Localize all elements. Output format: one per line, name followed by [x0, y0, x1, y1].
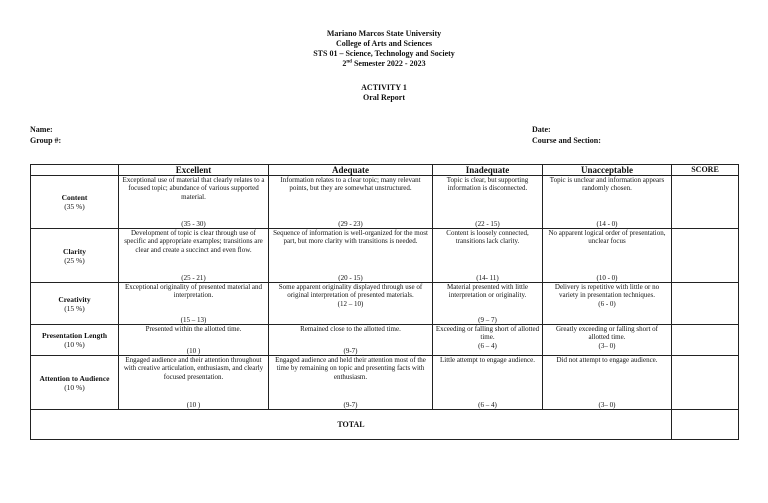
rubric-total-row	[31, 410, 739, 440]
rating-description: Engaged audience and their attention throughout with creative articulation, enthusiasm, and clearly focused presentation.	[123, 356, 264, 381]
score-cell[interactable]	[672, 229, 739, 283]
criterion-weight: (10 %)	[64, 340, 85, 349]
rubric-row-content	[31, 176, 739, 229]
rating-cell	[543, 356, 672, 410]
total-label: TOTAL	[31, 410, 672, 440]
total-score-cell[interactable]	[672, 410, 739, 440]
rating-cell	[119, 229, 269, 283]
semester-number: 2	[342, 59, 347, 68]
rating-description: Engaged audience and held their attention most of the time by remaining on topic and presenting facts with enthusiasm.	[275, 356, 426, 381]
rating-description: Remained close to the allotted time.	[300, 325, 401, 333]
point-range: (29 - 23)	[338, 220, 363, 228]
date-label: Date:	[532, 125, 551, 134]
rating-cell	[543, 229, 672, 283]
rating-description: Content is loosely connected, transitions lack clarity.	[446, 229, 529, 246]
rating-description: Development of topic is clear through use of specific and appropriate examples; transitions are clear and create a succinct and even flow.	[124, 229, 263, 254]
score-cell[interactable]	[672, 283, 739, 325]
rubric-row-clarity	[31, 229, 739, 283]
activity-title: ACTIVITY 1	[361, 83, 407, 92]
column-header-score: SCORE	[672, 165, 739, 176]
point-range: (6 – 4)	[478, 341, 497, 350]
criterion-name: Creativity	[58, 294, 91, 304]
name-label: Name:	[30, 125, 53, 134]
rating-description: Exceptional originality of presented material and interpretation.	[124, 283, 263, 300]
rating-cell	[269, 283, 433, 325]
rating-description: Information relates to a clear topic; many relevant points, but they are somewhat unstructured.	[280, 176, 421, 193]
point-range: (10 )	[186, 401, 201, 409]
class-info	[532, 124, 601, 146]
college-name: College of Arts and Sciences	[336, 39, 432, 48]
score-cell[interactable]	[672, 356, 739, 410]
rubric-row-creativity	[31, 283, 739, 325]
rating-description: Delivery is repetitive with little or no variety in presentation techniques.	[554, 283, 660, 300]
column-header-unacceptable: Unacceptable	[543, 165, 672, 176]
rating-cell	[119, 356, 269, 410]
point-range: (9-7)	[343, 347, 358, 355]
point-range: (14 - 0)	[596, 220, 618, 228]
criterion-name: Presentation Length	[41, 331, 108, 340]
rating-cell	[543, 325, 672, 356]
rating-cell	[119, 325, 269, 356]
activity-heading	[0, 83, 768, 103]
student-info	[30, 124, 61, 146]
score-cell[interactable]	[672, 176, 739, 229]
rating-cell	[433, 325, 543, 356]
criterion-cell	[31, 356, 119, 410]
rating-description: Topic is clear, but supporting information is disconnected.	[446, 176, 529, 193]
rating-cell	[269, 176, 433, 229]
column-header-excellent: Excellent	[119, 165, 269, 176]
point-range: (6 - 0)	[598, 299, 616, 308]
criterion-weight: (15 %)	[64, 303, 85, 313]
point-range: (14- 11)	[476, 274, 499, 282]
corner-cell	[31, 165, 119, 176]
point-range: (9-7)	[343, 401, 358, 409]
rating-cell	[119, 176, 269, 229]
column-header-adequate: Adequate	[269, 165, 433, 176]
rating-description: Presented within the allotted time.	[145, 325, 242, 333]
rating-description: No apparent logical order of presentation, unclear focus	[548, 229, 666, 246]
group-label: Group #:	[30, 136, 62, 145]
point-range: (25 - 21)	[181, 274, 206, 282]
rating-description: Some apparent originality displayed through use of original interpretation of presented materials.	[278, 283, 423, 300]
course-name: STS 01 – Science, Technology and Society	[313, 49, 455, 58]
point-range: (20 - 15)	[338, 274, 363, 282]
point-range: (15 – 13)	[180, 316, 207, 324]
document-header	[0, 29, 768, 69]
semester	[0, 59, 768, 69]
rating-description: Sequence of information is well-organized for the most part, but more clarity with transitions is needed.	[273, 229, 428, 246]
criterion-weight: (35 %)	[64, 202, 85, 211]
criterion-weight: (25 %)	[64, 255, 85, 265]
rating-description: Exceptional use of material that clearly relates to a focused topic; abundance of various supported material.	[122, 176, 265, 201]
point-range: (22 - 15)	[475, 220, 500, 228]
rating-cell	[433, 229, 543, 283]
criterion-name: Clarity	[63, 246, 86, 256]
criterion-name: Content	[61, 193, 88, 202]
criterion-cell	[31, 176, 119, 229]
column-header-inadequate: Inadequate	[433, 165, 543, 176]
rating-description: Greatly exceeding or falling short of allotted time.	[555, 325, 659, 342]
criterion-cell	[31, 229, 119, 283]
rating-description: Topic is unclear and information appears randomly chosen.	[549, 176, 665, 193]
rating-cell	[543, 283, 672, 325]
point-range: (6 – 4)	[478, 401, 497, 409]
point-range: (10 )	[186, 347, 201, 355]
point-range: (3– 0)	[598, 341, 616, 350]
rubric-table	[30, 164, 739, 440]
rating-description: Material presented with little interpretation or originality.	[446, 283, 529, 300]
activity-subtitle: Oral Report	[363, 93, 405, 102]
point-range: (12 – 10)	[337, 299, 364, 308]
criterion-weight: (10 %)	[64, 382, 85, 392]
rating-cell	[433, 283, 543, 325]
rubric-row-attention-to-audience	[31, 356, 739, 410]
criterion-cell	[31, 283, 119, 325]
rating-cell	[269, 229, 433, 283]
point-range: (10 - 0)	[596, 274, 618, 282]
criterion-cell	[31, 325, 119, 356]
criterion-name: Attention to Audience	[39, 373, 110, 383]
point-range: (9 – 7)	[478, 316, 497, 324]
rating-description: Did not attempt to engage audience.	[556, 356, 658, 364]
rating-cell	[433, 356, 543, 410]
score-cell[interactable]	[672, 325, 739, 356]
rating-description: Little attempt to engage audience.	[439, 356, 536, 364]
point-range: (3– 0)	[598, 401, 616, 409]
semester-ordinal-suffix: nd	[346, 59, 352, 65]
course-section-label: Course and Section:	[532, 136, 601, 145]
semester-text: Semester 2022 - 2023	[351, 59, 426, 68]
rubric-row-presentation-length	[31, 325, 739, 356]
rating-cell	[269, 325, 433, 356]
rating-cell	[543, 176, 672, 229]
rating-cell	[119, 283, 269, 325]
university-name: Mariano Marcos State University	[326, 29, 442, 38]
point-range: (35 - 30)	[181, 220, 206, 228]
rating-description: Exceeding or falling short of allotted time.	[435, 325, 540, 342]
rubric-header-row	[31, 165, 739, 176]
rating-cell	[269, 356, 433, 410]
rating-cell	[433, 176, 543, 229]
